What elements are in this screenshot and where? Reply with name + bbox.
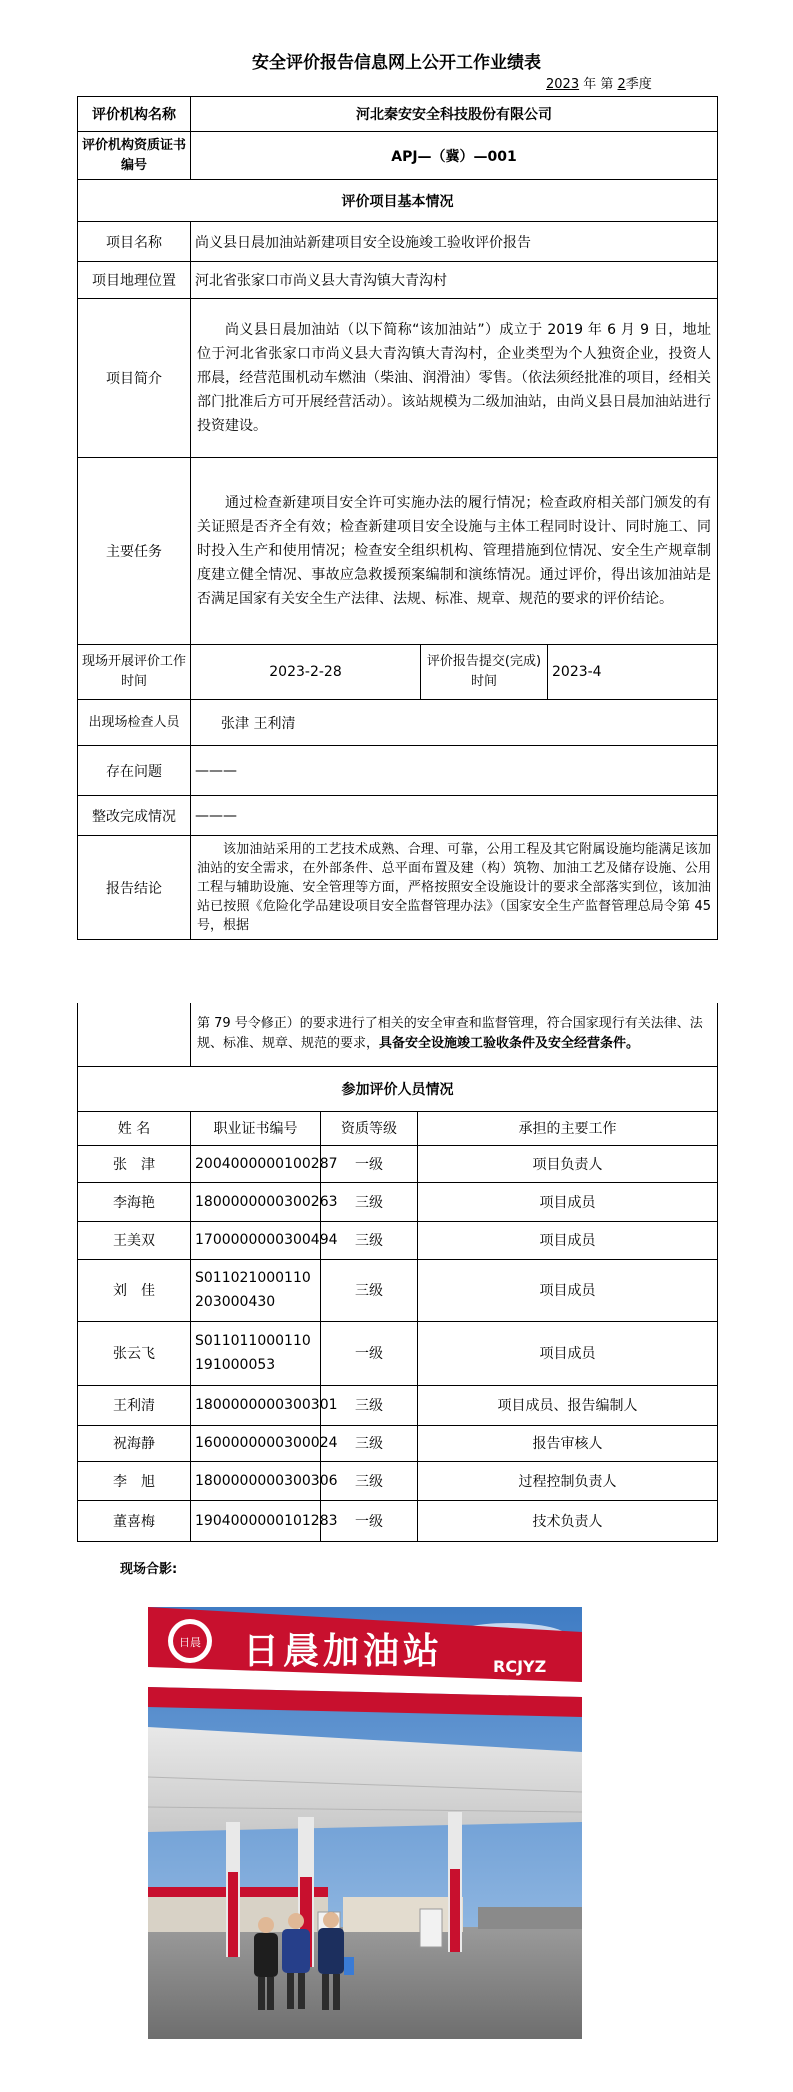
org-name: 河北秦安安全科技股份有限公司 bbox=[191, 97, 718, 132]
col-header-level: 资质等级 bbox=[321, 1111, 418, 1145]
project-intro: 尚义县日晨加油站（以下简称“该加油站”）成立于 2019 年 6 月 9 日，地址位于河北省张家口市尚义县大青沟镇大青沟村，企业类型为个人独资企业，投资人邢晨，经营范围机动车燃油（柴油、润滑油）零售。（依法须经批准的项目，经相关部门批准后方可开展经营活动）。该站规模为二级加油站，由尚义县日晨加油站进行投资建设。 bbox=[191, 299, 718, 458]
staff-name: 张云飞 bbox=[78, 1321, 191, 1385]
report-period bbox=[546, 73, 652, 92]
project-location: 河北省张家口市尚义县大青沟镇大青沟村 bbox=[191, 262, 718, 299]
col-header-name: 姓 名 bbox=[78, 1111, 191, 1145]
staff-cert: 1700000000300494 bbox=[191, 1221, 321, 1259]
staff-work: 过程控制负责人 bbox=[418, 1461, 718, 1500]
staff-section-title: 参加评价人员情况 bbox=[78, 1066, 718, 1111]
quarter-value: 2 bbox=[617, 77, 626, 92]
org-name-label: 评价机构名称 bbox=[78, 97, 191, 132]
staff-work: 项目成员、报告编制人 bbox=[418, 1385, 718, 1425]
staff-level: 一级 bbox=[321, 1321, 418, 1385]
station-sign-latin: RCJYZ bbox=[493, 1657, 547, 1676]
staff-work: 项目成员 bbox=[418, 1182, 718, 1221]
staff-name: 祝海静 bbox=[78, 1425, 191, 1461]
staff-name: 李海艳 bbox=[78, 1182, 191, 1221]
staff-level: 三级 bbox=[321, 1259, 418, 1321]
conclusion-bold: 具备安全设施竣工验收条件及安全经营条件。 bbox=[379, 1036, 640, 1052]
table-row bbox=[78, 1385, 718, 1425]
staff-work: 项目负责人 bbox=[418, 1145, 718, 1182]
org-cert-label: 评价机构资质证书编号 bbox=[78, 132, 191, 180]
staff-name: 张 津 bbox=[78, 1145, 191, 1182]
table-row bbox=[78, 1221, 718, 1259]
submit-time: 2023-4 bbox=[548, 645, 718, 700]
table-row bbox=[78, 1321, 718, 1385]
onsite-time-label: 现场开展评价工作时间 bbox=[78, 645, 191, 700]
conclusion-part2: 第 79 号令修正）的要求进行了相关的安全审查和监督管理，符合国家现行有关法律、法规、标准、规章、规范的要求， bbox=[197, 1016, 703, 1052]
table-row bbox=[78, 1461, 718, 1500]
table-row bbox=[78, 1425, 718, 1461]
page-title: 安全评价报告信息网上公开工作业绩表 bbox=[252, 53, 541, 73]
staff-cert: S011021000110203000430 bbox=[191, 1259, 321, 1321]
project-info-table bbox=[77, 96, 718, 940]
staff-cert: 1800000000300306 bbox=[191, 1461, 321, 1500]
staff-cert: 1800000000300301 bbox=[191, 1385, 321, 1425]
staff-name: 王美双 bbox=[78, 1221, 191, 1259]
staff-name: 王利清 bbox=[78, 1385, 191, 1425]
inspectors: 张津 王利清 bbox=[191, 700, 718, 746]
project-name-label: 项目名称 bbox=[78, 222, 191, 262]
year-value: 2023 bbox=[546, 77, 580, 92]
staff-work: 技术负责人 bbox=[418, 1500, 718, 1541]
project-name: 尚义县日晨加油站新建项目安全设施竣工验收评价报告 bbox=[191, 222, 718, 262]
rectify: ——— bbox=[191, 796, 718, 836]
staff-name: 董喜梅 bbox=[78, 1500, 191, 1541]
station-sign: 日晨加油站 bbox=[243, 1631, 444, 1672]
staff-cert: 1800000000300263 bbox=[191, 1182, 321, 1221]
staff-level: 三级 bbox=[321, 1182, 418, 1221]
staff-level: 一级 bbox=[321, 1500, 418, 1541]
conclusion-label: 报告结论 bbox=[78, 836, 191, 940]
staff-cert: S011011000110191000053 bbox=[191, 1321, 321, 1385]
main-task-label: 主要任务 bbox=[78, 458, 191, 645]
project-intro-label: 项目简介 bbox=[78, 299, 191, 458]
issues: ——— bbox=[191, 746, 718, 796]
staff-level: 三级 bbox=[321, 1385, 418, 1425]
org-cert: APJ—（冀）—001 bbox=[191, 132, 718, 180]
rectify-label: 整改完成情况 bbox=[78, 796, 191, 836]
staff-name: 李 旭 bbox=[78, 1461, 191, 1500]
logo-text: 日晨 bbox=[179, 1636, 201, 1649]
site-group-photo bbox=[148, 1607, 582, 2039]
conclusion-continued bbox=[191, 1003, 718, 1066]
col-header-cert: 职业证书编号 bbox=[191, 1111, 321, 1145]
project-location-label: 项目地理位置 bbox=[78, 262, 191, 299]
main-task: 通过检查新建项目安全许可实施办法的履行情况；检查政府相关部门颁发的有关证照是否齐全有效；检查新建项目安全设施与主体工程同时设计、同时施工、同时投入生产和使用情况；检查安全组织机构、管理措施到位情况、安全生产规章制度建立健全情况、事故应急救援预案编制和演练情况。通过评价，得出该加油站是否满足国家有关安全生产法律、法规、标准、规章、规范的要求的评价结论。 bbox=[191, 458, 718, 645]
table-row bbox=[78, 1500, 718, 1541]
staff-cert: 1600000000300024 bbox=[191, 1425, 321, 1461]
staff-level: 三级 bbox=[321, 1221, 418, 1259]
table-row bbox=[78, 1182, 718, 1221]
staff-table bbox=[77, 1003, 718, 1542]
table-row bbox=[78, 1145, 718, 1182]
staff-cert: 1904000000101283 bbox=[191, 1500, 321, 1541]
staff-name: 刘 佳 bbox=[78, 1259, 191, 1321]
project-section-title: 评价项目基本情况 bbox=[78, 180, 718, 222]
photo-label: 现场合影: bbox=[120, 1562, 178, 1577]
year-suffix: 年 第 bbox=[583, 77, 614, 92]
inspectors-label: 出现场检查人员 bbox=[78, 700, 191, 746]
conclusion-part1: 该加油站采用的工艺技术成熟、合理、可靠，公用工程及其它附属设施均能满足该加油站的安全需求，在外部条件、总平面布置及建（构）筑物、加油工艺及储存设施、公用工程与辅助设施、安全管理等方面，严格按照安全设施设计的要求全部落实到位，该加油站已按照《危险化学品建设项目安全监督管理办法》（国家安全生产监督管理总局令第 45 号，根据 bbox=[191, 836, 718, 940]
staff-level: 三级 bbox=[321, 1425, 418, 1461]
submit-time-label: 评价报告提交(完成)时间 bbox=[421, 645, 548, 700]
staff-work: 项目成员 bbox=[418, 1259, 718, 1321]
col-header-work: 承担的主要工作 bbox=[418, 1111, 718, 1145]
staff-level: 一级 bbox=[321, 1145, 418, 1182]
staff-work: 项目成员 bbox=[418, 1221, 718, 1259]
staff-work: 报告审核人 bbox=[418, 1425, 718, 1461]
staff-work: 项目成员 bbox=[418, 1321, 718, 1385]
table-row bbox=[78, 1259, 718, 1321]
staff-level: 三级 bbox=[321, 1461, 418, 1500]
issues-label: 存在问题 bbox=[78, 746, 191, 796]
onsite-time: 2023-2-28 bbox=[191, 645, 421, 700]
staff-cert: 2004000000100287 bbox=[191, 1145, 321, 1182]
quarter-suffix: 季度 bbox=[625, 77, 652, 92]
